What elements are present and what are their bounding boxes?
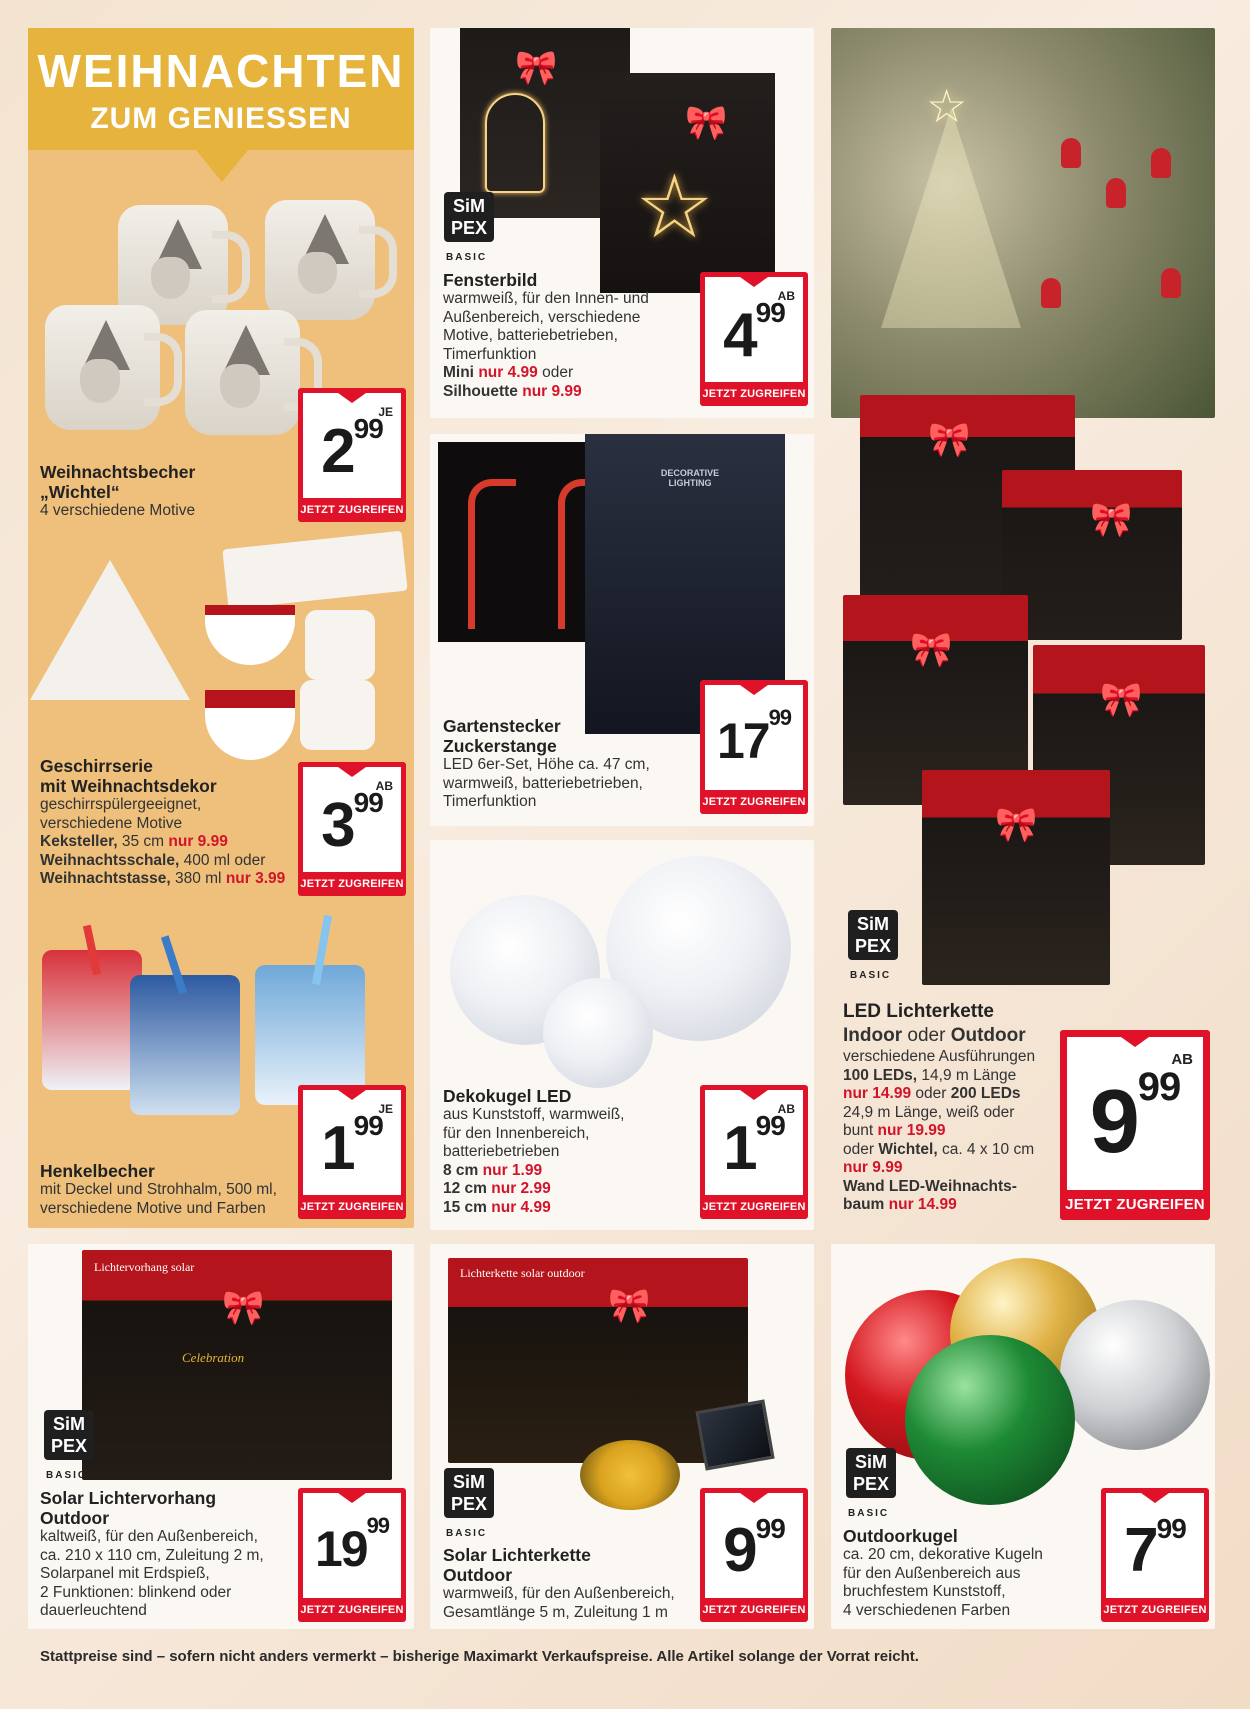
vorhang-box-script: Celebration <box>182 1350 245 1365</box>
vorhang-price-cents: 99 <box>366 1512 390 1538</box>
simpex-logo: SiM PEX <box>848 910 898 960</box>
gnome-ornament <box>1061 138 1081 168</box>
solar-panel-icon <box>695 1399 774 1470</box>
lichterkette-variant-4: Wand LED-Weihnachts- <box>843 1177 1017 1195</box>
outdoorkugel-price-euros: 7 <box>1124 1515 1157 1585</box>
bow-icon: 🎀 <box>685 104 728 142</box>
dekokugel-price-prefix: AB <box>777 1102 795 1116</box>
geschirr-variant-2: Weihnachtsschale, 400 ml oder <box>40 851 266 869</box>
solarkette-desc-1: warmweiß, für den Außenbereich, <box>443 1585 675 1602</box>
becher-cta: JETZT ZUGREIFEN <box>300 504 404 516</box>
vorhang-box <box>82 1250 392 1480</box>
vorhang-price-euros: 19 <box>314 1520 367 1577</box>
geschirr-desc-2: verschiedene Motive <box>40 814 183 832</box>
vorhang-desc-3: Solarpanel mit Erdspieß, <box>40 1565 210 1582</box>
henkel-price-tag[interactable] <box>298 1085 406 1219</box>
vorhang-desc-5: dauerleuchtend <box>40 1602 147 1619</box>
henkel-name: Henkelbecher <box>40 1161 155 1181</box>
vorhang-cta: JETZT ZUGREIFEN <box>300 1604 404 1616</box>
garten-price-euros: 17 <box>716 712 769 769</box>
henkel-text <box>40 1161 300 1218</box>
lichterkette-cta: JETZT ZUGREIFEN <box>1065 1196 1205 1213</box>
dekokugel-desc-2: für den Innenbereich, <box>443 1124 590 1142</box>
star-icon: ☆ <box>926 80 968 132</box>
star-icon: ☆ <box>635 157 714 256</box>
geschirr-variant-1: Keksteller, 35 cm nur 9.99 <box>40 833 228 850</box>
gnome-ornament <box>1161 268 1181 298</box>
outdoorkugel-cta: JETZT ZUGREIFEN <box>1103 1604 1207 1616</box>
garten-name: Gartenstecker <box>443 716 561 736</box>
becher-text <box>40 462 280 521</box>
dekokugel-text <box>443 1086 683 1217</box>
solarkette-price-cents: 99 <box>755 1512 785 1544</box>
fenster-cta: JETZT ZUGREIFEN <box>702 388 806 400</box>
bow-icon: 🎀 <box>222 1289 265 1327</box>
dekokugel-price-cents: 99 <box>755 1109 785 1141</box>
vorhang-desc-2: ca. 210 x 110 cm, Zuleitung 2 m, <box>40 1546 264 1564</box>
lichterkette-price-tag[interactable] <box>1060 1030 1210 1220</box>
geschirr-cta: JETZT ZUGREIFEN <box>300 878 404 890</box>
simpex-logo: SiM PEX <box>44 1410 94 1460</box>
gnome-ornament <box>1041 278 1061 308</box>
simpex-sub: BASIC <box>46 1470 88 1481</box>
solarkette-name-2: Outdoor <box>443 1565 513 1585</box>
dekokugel-variant-2: 12 cm nur 2.99 <box>443 1180 551 1197</box>
simpex-sub: BASIC <box>848 1508 890 1519</box>
bow-icon: 🎀 <box>928 421 971 459</box>
solarkette-cta: JETZT ZUGREIFEN <box>702 1604 806 1616</box>
fenster-price-euros: 4 <box>723 300 756 370</box>
geschirr-text <box>40 756 300 889</box>
solarkette-name: Solar Lichterkette <box>443 1545 591 1565</box>
henkel-desc-1: mit Deckel und Strohhalm, 500 ml, <box>40 1181 277 1198</box>
ribbon-tree <box>881 108 1021 328</box>
candy-cane-icon <box>468 479 516 629</box>
geschirr-name-2: mit Weihnachtsdekor <box>40 776 217 796</box>
bow-icon: 🎀 <box>608 1287 651 1325</box>
bow-icon: 🎀 <box>1090 501 1133 539</box>
simpex-logo: SiM PEX <box>444 1468 494 1518</box>
green-ball <box>905 1335 1075 1505</box>
fenster-price-tag[interactable] <box>700 272 808 406</box>
angel-icon <box>485 93 545 193</box>
dekokugel-cta: JETZT ZUGREIFEN <box>702 1201 806 1213</box>
outdoorkugel-desc-1: ca. 20 cm, dekorative Kugeln <box>843 1546 1043 1563</box>
henkel-cta: JETZT ZUGREIFEN <box>300 1201 404 1213</box>
gnome-ornament <box>1151 148 1171 178</box>
dekokugel-sphere-medium <box>543 978 653 1088</box>
header-arrow <box>196 150 248 182</box>
fenster-price-prefix: AB <box>777 289 795 303</box>
outdoorkugel-price-cents: 99 <box>1156 1512 1186 1544</box>
simpex-sub: BASIC <box>850 970 892 981</box>
tree-photo <box>831 28 1215 418</box>
lichterkette-variant-1: 100 LEDs, 14,9 m Länge <box>843 1066 1017 1084</box>
dekokugel-variant-1: 8 cm nur 1.99 <box>443 1161 543 1179</box>
lichterkette-variant-3: oder Wichtel, ca. 4 x 10 cm <box>843 1140 1035 1158</box>
garten-box-label: DECORATIVE LIGHTING <box>660 468 720 488</box>
simpex-logo: SiM PEX <box>444 192 494 242</box>
header-subtitle: ZUM GENIESSEN <box>90 102 352 135</box>
lichterkette-price-euros: 9 <box>1089 1071 1138 1172</box>
vorhang-box-label: Lichtervorhang solar <box>94 1260 195 1274</box>
outdoorkugel-desc-3: bruchfestem Kunststoff, <box>843 1583 1006 1600</box>
solarkette-desc-2: Gesamtlänge 5 m, Zuleitung 1 m <box>443 1603 668 1621</box>
becher-name: Weihnachtsbecher <box>40 462 196 482</box>
lichterkette-variant-4b: baum nur 14.99 <box>843 1196 957 1213</box>
bow-icon: 🎀 <box>910 631 953 669</box>
outdoorkugel-text <box>843 1526 1083 1620</box>
geschirr-name: Geschirrserie <box>40 756 153 776</box>
garten-price-cents: 99 <box>768 704 792 730</box>
vorhang-text <box>40 1488 300 1621</box>
outdoorkugel-desc-4: 4 verschiedenen Farben <box>843 1601 1011 1619</box>
simpex-sub: BASIC <box>446 252 488 263</box>
vorhang-name: Solar Lichtervorhang <box>40 1488 217 1508</box>
vorhang-desc-4: 2 Funktionen: blinkend oder <box>40 1583 232 1601</box>
geschirr-price-tag[interactable] <box>298 762 406 896</box>
fenster-price-cents: 99 <box>755 296 785 328</box>
geschirr-variant-3: Weihnachtstasse, 380 ml nur 3.99 <box>40 870 286 887</box>
geschirr-price-prefix: AB <box>375 779 393 793</box>
outdoorkugel-price-tag[interactable] <box>1101 1488 1209 1622</box>
becher-name-2: „Wichtel“ <box>40 482 120 502</box>
henkel-desc-2: verschiedene Motive und Farben <box>40 1199 266 1217</box>
becher-price-euros: 2 <box>321 416 354 486</box>
fenster-desc-3: Motive, batteriebetrieben, <box>443 327 618 344</box>
fenster-desc-4: Timerfunktion <box>443 345 537 363</box>
bow-icon: 🎀 <box>1100 681 1143 719</box>
garten-cta: JETZT ZUGREIFEN <box>702 796 806 808</box>
simpex-sub: BASIC <box>446 1528 488 1539</box>
geschirr-price-cents: 99 <box>353 786 383 818</box>
solarkette-text <box>443 1545 703 1622</box>
becher-price-cents: 99 <box>353 412 383 444</box>
header-title: WEIHNACHTEN <box>37 45 405 97</box>
lichterkette-price-cents: 99 <box>1137 1064 1181 1109</box>
lichterkette-name-2: Indoor oder Outdoor <box>843 1025 1026 1046</box>
fenster-variant-2: Silhouette nur 9.99 <box>443 382 582 400</box>
gnome-ornament <box>1106 178 1126 208</box>
henkel-price-prefix: JE <box>378 1102 393 1116</box>
becher-price-prefix: JE <box>378 405 393 419</box>
lichterkette-desc-1: verschiedene Ausführungen <box>843 1048 1036 1065</box>
lichterkette-text <box>843 1000 1073 1215</box>
fenster-variant-1: Mini nur 4.99 oder <box>443 364 574 381</box>
lichterkette-box-5 <box>922 770 1110 985</box>
vorhang-desc-1: kaltweiß, für den Außenbereich, <box>40 1528 258 1545</box>
dekokugel-desc-1: aus Kunststoff, warmweiß, <box>443 1106 625 1123</box>
garten-desc-2: warmweiß, batteriebetrieben, <box>443 774 643 792</box>
header-banner <box>28 28 414 150</box>
lichterkette-desc-2: 24,9 m Länge, weiß oder <box>843 1103 1015 1121</box>
garten-desc-3: Timerfunktion <box>443 793 537 810</box>
lichterkette-variant-1b: nur 14.99 oder 200 LEDs <box>843 1085 1021 1102</box>
lichterkette-name: LED Lichterkette <box>843 1001 994 1022</box>
geschirr-price-euros: 3 <box>321 790 354 860</box>
outdoorkugel-name: Outdoorkugel <box>843 1526 958 1546</box>
silver-ball <box>1060 1300 1210 1450</box>
bow-icon: 🎀 <box>515 49 558 87</box>
garten-price-tag[interactable] <box>700 680 808 814</box>
lichterkette-variant-3-price: nur 9.99 <box>843 1159 903 1176</box>
fenster-desc-1: warmweiß, für den Innen- und <box>443 290 649 307</box>
lichterkette-box-2 <box>1002 470 1182 640</box>
henkel-price-euros: 1 <box>321 1113 354 1183</box>
dekokugel-price-tag[interactable] <box>700 1085 808 1219</box>
garten-desc-1: LED 6er-Set, Höhe ca. 47 cm, <box>443 756 650 773</box>
lichterkette-price-prefix: AB <box>1171 1051 1193 1068</box>
fenster-name: Fensterbild <box>443 270 538 290</box>
dekokugel-variant-3: 15 cm nur 4.99 <box>443 1198 551 1216</box>
lichterkette-variant-2: bunt nur 19.99 <box>843 1122 946 1139</box>
solarkette-price-euros: 9 <box>723 1515 756 1585</box>
outdoorkugel-desc-2: für den Außenbereich aus <box>843 1564 1021 1582</box>
garten-text <box>443 716 683 812</box>
led-bundle <box>580 1440 680 1510</box>
dekokugel-name: Dekokugel LED <box>443 1086 572 1106</box>
bow-icon: 🎀 <box>995 806 1038 844</box>
simpex-logo: SiM PEX <box>846 1448 896 1498</box>
vorhang-price-tag[interactable] <box>298 1488 406 1622</box>
fenster-text <box>443 270 683 401</box>
becher-price-tag[interactable] <box>298 388 406 522</box>
becher-desc: 4 verschiedene Motive <box>40 502 196 519</box>
solarkette-box-label: Lichterkette solar outdoor <box>460 1266 585 1280</box>
solarkette-price-tag[interactable] <box>700 1488 808 1622</box>
dekokugel-desc-3: batteriebetrieben <box>443 1143 560 1160</box>
garten-name-2: Zuckerstange <box>443 736 557 756</box>
geschirr-desc-1: geschirrspülergeeignet, <box>40 796 202 813</box>
footer-disclaimer: Stattpreise sind – sofern nicht anders vermerkt – bisherige Maximarkt Verkaufspreise. Alle Artikel solange der Vorrat reicht. <box>40 1648 919 1665</box>
vorhang-name-2: Outdoor <box>40 1508 110 1528</box>
henkel-price-cents: 99 <box>353 1109 383 1141</box>
dekokugel-price-euros: 1 <box>723 1113 756 1183</box>
fenster-desc-2: Außenbereich, verschiedene <box>443 308 641 326</box>
